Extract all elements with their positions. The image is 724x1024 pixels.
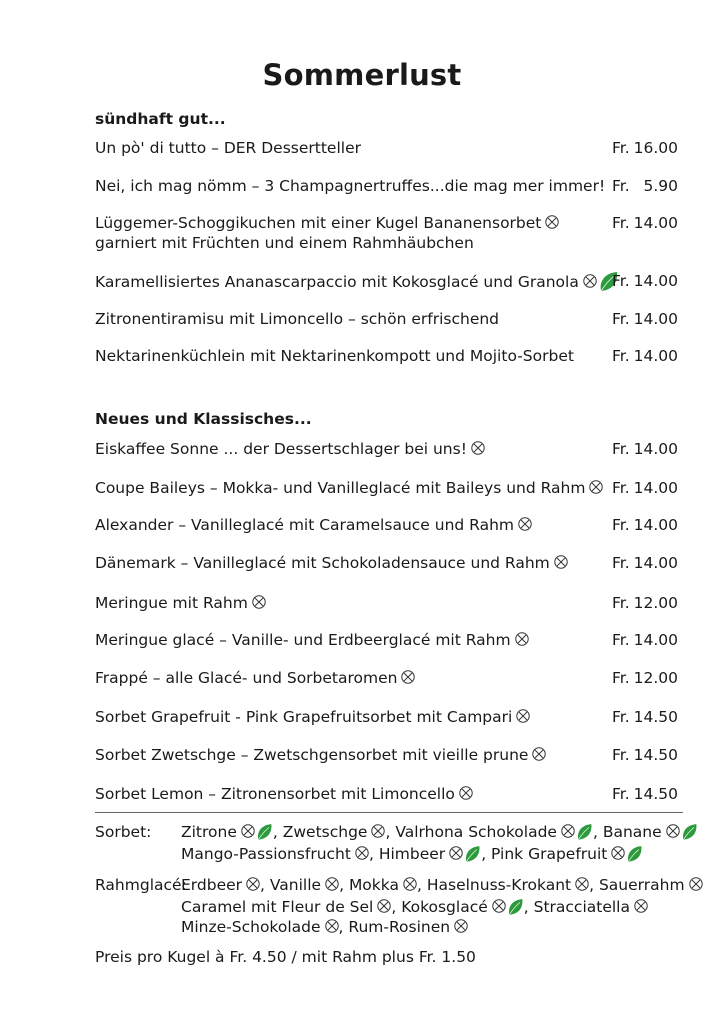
gluten-free-icon: [589, 480, 603, 494]
item-description: Sorbet Lemon – Zitronensorbet mit Limoncello: [95, 785, 455, 803]
vegan-leaf-icon: [625, 845, 643, 867]
item-description: Sorbet Zwetschge – Zwetschgensorbet mit vieille prune: [95, 746, 529, 764]
gluten-free-icon: [355, 846, 369, 860]
vegan-leaf-icon: [255, 823, 273, 845]
gluten-free-icon: [611, 846, 625, 860]
menu-item: Meringue mit Rahm Fr. 12.00: [95, 594, 678, 612]
gluten-free-icon: [246, 877, 260, 891]
page-title: Sommerlust: [262, 58, 462, 92]
gluten-free-icon: [532, 747, 546, 761]
price-footer: Preis pro Kugel à Fr. 4.50 / mit Rahm plus Fr. 1.50: [95, 948, 476, 966]
menu-item: Sorbet Grapefruit - Pink Grapefruitsorbet mit Campari Fr. 14.50: [95, 708, 678, 726]
item-description: Dänemark – Vanilleglacé mit Schokoladensauce und Rahm: [95, 554, 550, 572]
sorbet-flavors-line2: Mango-Passionsfrucht , Himbeer , Pink Grapefruit: [181, 843, 643, 867]
item-description: Un pò' di tutto – DER Dessertteller: [95, 139, 361, 157]
flavor: Erdbeer: [181, 876, 243, 894]
section-heading-suendhaft: sündhaft gut...: [95, 110, 226, 128]
vegan-leaf-icon: [506, 898, 524, 920]
gluten-free-icon: [325, 877, 339, 891]
flavor: Banane: [602, 823, 662, 841]
rahmglace-label: Rahmglacé:: [95, 876, 187, 894]
menu-item: Frappé – alle Glacé- und Sorbetaromen Fr. 12.00: [95, 669, 678, 687]
flavor: Pink Grapefruit: [491, 845, 608, 863]
item-description: Nektarinenküchlein mit Nektarinenkompott und Mojito-Sorbet: [95, 347, 574, 365]
rahmglace-flavors-line3: Minze-Schokolade , Rum-Rosinen: [181, 916, 468, 938]
gluten-free-icon: [516, 709, 530, 723]
menu-item: Meringue glacé – Vanille- und Erdbeerglacé mit Rahm Fr. 14.00: [95, 631, 678, 649]
item-description: Sorbet Grapefruit - Pink Grapefruitsorbet mit Campari: [95, 708, 513, 726]
item-description-line2: garniert mit Früchten und einem Rahmhäubchen: [95, 234, 474, 252]
gluten-free-icon: [241, 824, 255, 838]
gluten-free-icon: [545, 215, 559, 229]
gluten-free-icon: [371, 824, 385, 838]
gluten-free-icon: [666, 824, 680, 838]
flavor: Vanille: [269, 876, 322, 894]
gluten-free-icon: [454, 919, 468, 933]
flavor: Rum-Rosinen: [348, 918, 451, 936]
flavor: Haselnuss-Krokant: [426, 876, 572, 894]
item-description: Alexander – Vanilleglacé mit Caramelsauce und Rahm: [95, 516, 515, 534]
item-description: Meringue glacé – Vanille- und Erdbeerglacé mit Rahm: [95, 631, 511, 649]
gluten-free-icon: [634, 899, 648, 913]
divider: [95, 812, 683, 813]
vegan-leaf-icon: [680, 823, 698, 845]
gluten-free-icon: [325, 919, 339, 933]
flavor: Caramel mit Fleur de Sel: [181, 898, 374, 916]
menu-item: Zitronentiramisu mit Limoncello – schön erfrischend Fr. 14.00: [95, 310, 678, 328]
gluten-free-icon: [403, 877, 417, 891]
flavor: Mokka: [348, 876, 399, 894]
gluten-free-icon: [575, 877, 589, 891]
menu-item: Lüggemer-Schoggikuchen mit einer Kugel Bananensorbet garniert mit Früchten und einem Rahmhäubchen Fr. 14.00: [95, 214, 678, 252]
item-description: Zitronentiramisu mit Limoncello – schön erfrischend: [95, 310, 500, 328]
menu-item: Un pò' di tutto – DER Dessertteller Fr. 16.00: [95, 139, 678, 157]
menu-item: Nektarinenküchlein mit Nektarinenkompott und Mojito-Sorbet Fr. 14.00: [95, 347, 678, 365]
item-description: Eiskaffee Sonne ... der Dessertschlager bei uns!: [95, 440, 467, 458]
flavor: Himbeer: [378, 845, 446, 863]
gluten-free-icon: [561, 824, 575, 838]
gluten-free-icon: [554, 555, 568, 569]
section-heading-neues: Neues und Klassisches...: [95, 410, 312, 428]
flavor: Sauerrahm: [598, 876, 685, 894]
gluten-free-icon: [252, 595, 266, 609]
gluten-free-icon: [401, 670, 415, 684]
flavor: Zwetschge: [282, 823, 368, 841]
gluten-free-icon: [471, 441, 485, 455]
menu-item: Karamellisiertes Ananascarpaccio mit Kokosglacé und Granola Fr. 14.00: [95, 271, 681, 297]
rahmglace-flavors-line1: Erdbeer , Vanille , Mokka , Haselnuss-Krokant , Sauerrahm: [181, 874, 703, 896]
item-description: Coupe Baileys – Mokka- und Vanilleglacé mit Baileys und Rahm: [95, 479, 586, 497]
menu-item: Sorbet Zwetschge – Zwetschgensorbet mit vieille prune Fr. 14.50: [95, 746, 678, 764]
gluten-free-icon: [492, 899, 506, 913]
item-description: Frappé – alle Glacé- und Sorbetaromen: [95, 669, 398, 687]
menu-item: Nei, ich mag nömm – 3 Champagnertruffes...die mag mer immer! Fr. 5.90: [95, 177, 678, 195]
gluten-free-icon: [518, 517, 532, 531]
item-description: Nei, ich mag nömm – 3 Champagnertruffes...die mag mer immer!: [95, 177, 606, 195]
flavor: Valrhona Schokolade: [395, 823, 557, 841]
gluten-free-icon: [459, 786, 473, 800]
flavor: Zitrone: [181, 823, 237, 841]
menu-item: Sorbet Lemon – Zitronensorbet mit Limoncello Fr. 14.50: [95, 785, 678, 803]
menu-item: Dänemark – Vanilleglacé mit Schokoladensauce und Rahm Fr. 14.00: [95, 554, 678, 572]
item-description: Meringue mit Rahm: [95, 594, 248, 612]
gluten-free-icon: [449, 846, 463, 860]
sorbet-flavors-line1: Zitrone , Zwetschge , Valrhona Schokolade , Banane: [181, 821, 698, 845]
sorbet-label: Sorbet:: [95, 823, 152, 841]
gluten-free-icon: [583, 274, 597, 288]
flavor: Minze-Schokolade: [181, 918, 321, 936]
menu-item: Eiskaffee Sonne ... der Dessertschlager bei uns! Fr. 14.00: [95, 440, 678, 458]
flavor: Kokosglacé: [401, 898, 488, 916]
vegan-leaf-icon: [463, 845, 481, 867]
gluten-free-icon: [515, 632, 529, 646]
gluten-free-icon: [689, 877, 703, 891]
menu-item: Coupe Baileys – Mokka- und Vanilleglacé mit Baileys und Rahm Fr. 14.00: [95, 479, 678, 497]
rahmglace-flavors-line2: Caramel mit Fleur de Sel , Kokosglacé , Stracciatella: [181, 896, 648, 920]
flavor: Mango-Passionsfrucht: [181, 845, 351, 863]
item-description: Karamellisiertes Ananascarpaccio mit Kokosglacé und Granola: [95, 273, 579, 291]
gluten-free-icon: [377, 899, 391, 913]
menu-item: Alexander – Vanilleglacé mit Caramelsauce und Rahm Fr. 14.00: [95, 516, 678, 534]
item-description: Lüggemer-Schoggikuchen mit einer Kugel Bananensorbet: [95, 214, 542, 232]
flavor: Stracciatella: [533, 898, 630, 916]
vegan-leaf-icon: [575, 823, 593, 845]
